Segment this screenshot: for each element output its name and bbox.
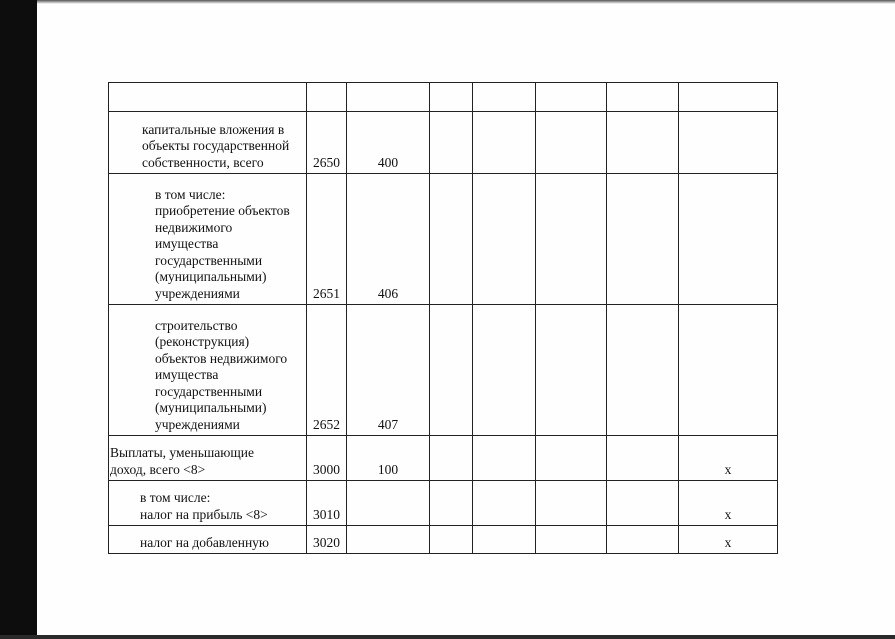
cell-empty <box>473 436 536 481</box>
cell-empty <box>536 481 607 526</box>
scan-edge-bottom <box>0 635 895 639</box>
scan-edge-left <box>0 0 37 639</box>
financial-plan-table <box>108 82 778 554</box>
cell-kbk: 400 <box>347 112 430 174</box>
cell-empty <box>430 305 473 436</box>
table-row-header-blank <box>109 83 778 112</box>
cell-code: 2650 <box>307 112 347 174</box>
cell-empty <box>536 112 607 174</box>
cell-empty <box>536 83 607 112</box>
cell-empty <box>430 436 473 481</box>
cell-empty <box>430 526 473 554</box>
table-row <box>109 436 778 481</box>
table-row <box>109 112 778 174</box>
cell-name: в том числе: налог на прибыль <8> <box>109 481 307 526</box>
cell-empty <box>473 305 536 436</box>
cell-name: Выплаты, уменьшающие доход, всего <8> <box>109 436 307 481</box>
cell-empty <box>607 174 679 305</box>
cell-code: 2651 <box>307 174 347 305</box>
cell-name: строительство (реконструкция) объектов недвижимого имущества государственными (муниципальными) учреждениями <box>109 305 307 436</box>
cell-empty <box>536 526 607 554</box>
cell-last: x <box>679 481 778 526</box>
cell-kbk: 100 <box>347 436 430 481</box>
cell-code: 3010 <box>307 481 347 526</box>
cell-last: x <box>679 526 778 554</box>
table-row <box>109 305 778 436</box>
cell-empty <box>473 83 536 112</box>
cell-empty <box>607 305 679 436</box>
cell-empty <box>607 481 679 526</box>
cell-empty <box>607 436 679 481</box>
cell-last: x <box>679 436 778 481</box>
cell-last <box>679 174 778 305</box>
cell-kbk <box>347 526 430 554</box>
cell-empty <box>536 174 607 305</box>
cell-kbk: 406 <box>347 174 430 305</box>
cell-name: в том числе: приобретение объектов недвижимого имущества государственными (муниципальными) учреждениями <box>109 174 307 305</box>
cell-empty <box>536 436 607 481</box>
cell-empty <box>430 83 473 112</box>
cell-code: 2652 <box>307 305 347 436</box>
cell-empty <box>536 305 607 436</box>
cell-name: капитальные вложения в объекты государственной собственности, всего <box>109 112 307 174</box>
cell-last <box>679 112 778 174</box>
cell-kbk <box>347 481 430 526</box>
cell-last <box>679 83 778 112</box>
cell-empty <box>430 112 473 174</box>
cell-code <box>307 83 347 112</box>
cell-kbk: 407 <box>347 305 430 436</box>
cell-code: 3000 <box>307 436 347 481</box>
table-row <box>109 174 778 305</box>
cell-code: 3020 <box>307 526 347 554</box>
cell-empty <box>473 526 536 554</box>
cell-empty <box>473 174 536 305</box>
cell-empty <box>607 112 679 174</box>
cell-last <box>679 305 778 436</box>
cell-kbk <box>347 83 430 112</box>
cell-empty <box>473 481 536 526</box>
cell-empty <box>473 112 536 174</box>
table-row <box>109 526 778 554</box>
cell-empty <box>430 174 473 305</box>
cell-name <box>109 83 307 112</box>
cell-empty <box>430 481 473 526</box>
cell-empty <box>607 83 679 112</box>
table-row <box>109 481 778 526</box>
cell-empty <box>607 526 679 554</box>
cell-name: налог на добавленную <box>109 526 307 554</box>
